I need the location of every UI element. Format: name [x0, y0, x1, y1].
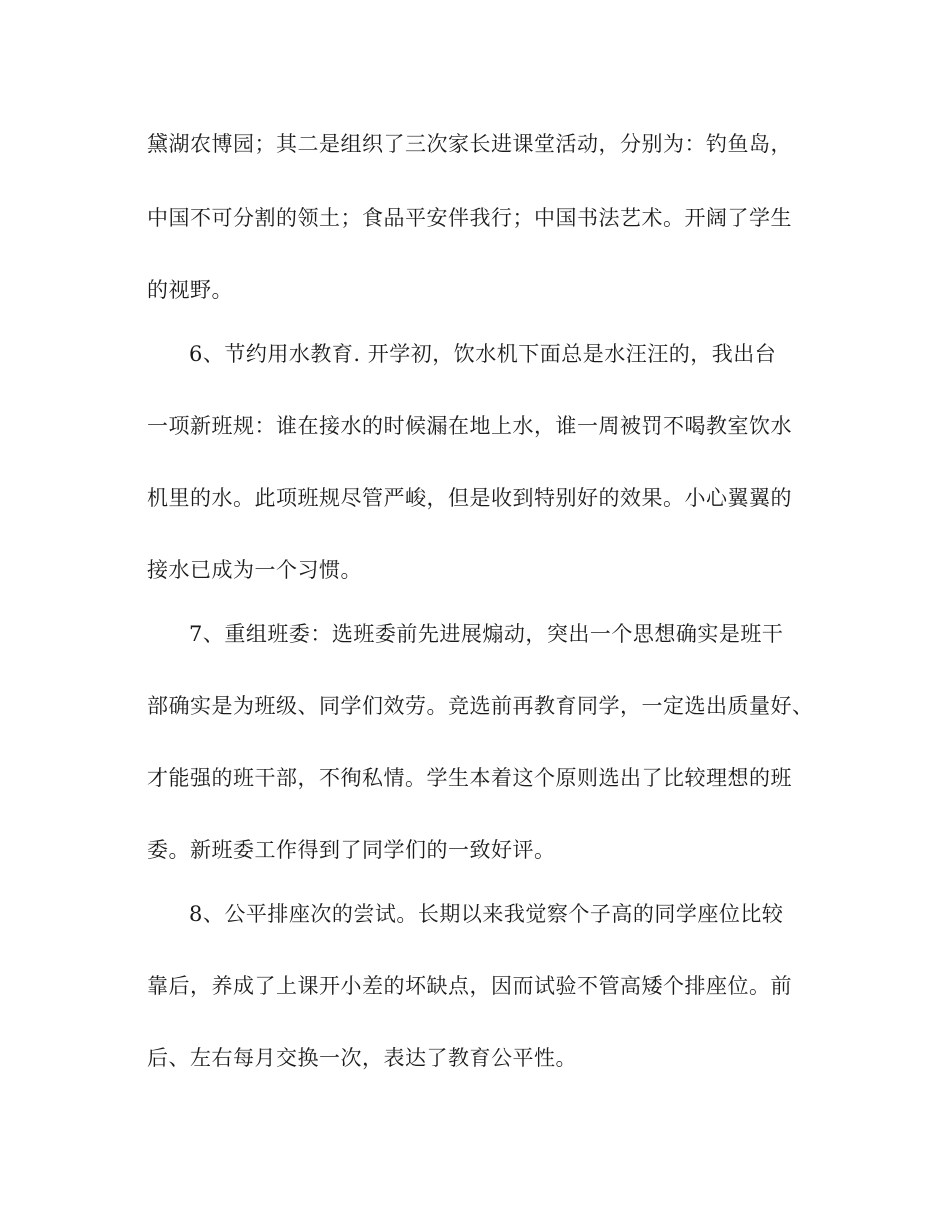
text-line: 黛湖农博园；其二是组织了三次家长进课堂活动，分别为：钓鱼岛，	[147, 132, 792, 156]
text-line: 委。新班委工作得到了同学们的一致好评。	[147, 838, 556, 862]
text-line: 中国不可分割的领土；食品平安伴我行；中国书法艺术。开阔了学生	[147, 206, 792, 230]
text-line: 部确实是为班级、同学们效劳。竞选前再教育同学，一定选出质量好、	[147, 694, 814, 718]
paragraph-start-line: 7、重组班委：选班委前先进展煽动，突出一个思想确实是班干	[189, 622, 784, 646]
text-line: 一项新班规：谁在接水的时候漏在地上水，谁一周被罚不喝教室饮水	[147, 414, 792, 438]
paragraph-start-line: 6、节约用水教育. 开学初，饮水机下面总是水汪汪的，我出台	[189, 342, 777, 366]
text-line: 的视野。	[147, 278, 233, 302]
text-line: 靠后，养成了上课开小差的坏缺点，因而试验不管高矮个排座位。前	[147, 974, 792, 998]
text-line: 机里的水。此项班规尽管严峻，但是收到特别好的效果。小心翼翼的	[147, 486, 792, 510]
text-line: 才能强的班干部，不徇私情。学生本着这个原则选出了比较理想的班	[147, 766, 792, 790]
text-line: 接水已成为一个习惯。	[147, 558, 362, 582]
paragraph-start-line: 8、公平排座次的尝试。长期以来我觉察个子高的同学座位比较	[189, 902, 784, 926]
text-line: 后、左右每月交换一次，表达了教育公平性。	[147, 1046, 577, 1070]
